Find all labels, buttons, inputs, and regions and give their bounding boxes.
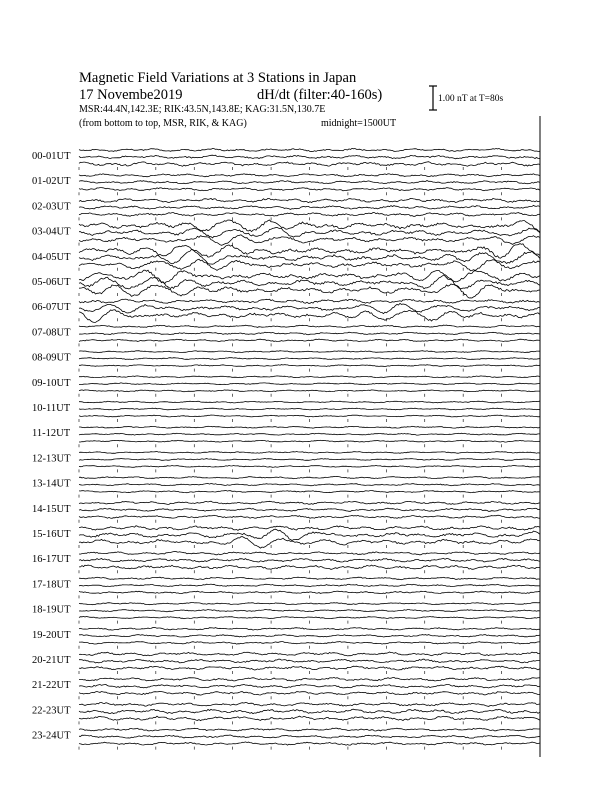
trace-kag <box>79 728 540 731</box>
chart-subtitle: dH/dt (filter:40-160s) <box>257 87 383 103</box>
trace-kag <box>79 501 540 504</box>
trace-kag <box>79 477 540 479</box>
hour-label: 08-09UT <box>32 352 71 364</box>
trace-kag <box>79 426 540 428</box>
trace-rik <box>79 181 540 184</box>
hour-label: 17-18UT <box>32 579 71 591</box>
hour-label: 12-13UT <box>32 453 71 465</box>
hour-label: 04-05UT <box>32 251 71 263</box>
hour-label: 16-17UT <box>32 554 71 566</box>
chart-title: Magnetic Field Variations at 3 Stations in Japan <box>79 70 357 86</box>
hour-label: 11-12UT <box>32 428 71 440</box>
trace-kag <box>79 603 540 605</box>
hour-label: 02-03UT <box>32 201 71 213</box>
hour-row <box>79 501 540 523</box>
hour-label: 13-14UT <box>32 478 71 490</box>
trace-kag <box>79 376 540 378</box>
trace-rik <box>79 558 540 562</box>
hour-label: 15-16UT <box>32 529 71 540</box>
trace-msr <box>79 642 540 645</box>
hour-label: 03-04UT <box>32 226 71 238</box>
trace-rik <box>79 155 540 159</box>
trace-kag <box>79 628 540 631</box>
hour-row <box>79 628 540 649</box>
trace-msr <box>79 691 540 695</box>
trace-kag <box>79 652 540 656</box>
trace-msr <box>79 213 540 217</box>
trace-rik <box>79 529 540 540</box>
hour-row <box>79 728 540 749</box>
trace-msr <box>79 491 540 493</box>
hour-row <box>79 452 540 473</box>
trace-msr <box>79 617 540 619</box>
hour-row <box>79 325 540 346</box>
hour-labels <box>32 151 71 742</box>
trace-rik <box>79 659 540 663</box>
trace-rik <box>79 408 540 410</box>
trace-rik <box>79 433 540 435</box>
hour-row <box>79 677 540 699</box>
trace-msr <box>79 188 540 191</box>
trace-rik <box>79 484 540 486</box>
hour-row <box>79 198 540 220</box>
hour-label: 21-22UT <box>32 680 71 692</box>
hour-row <box>79 244 540 271</box>
hour-row <box>79 174 540 195</box>
trace-msr <box>79 716 540 721</box>
scale-bar <box>429 86 437 110</box>
hour-row <box>79 526 540 548</box>
trace-kag <box>79 552 540 555</box>
midnight-note: midnight=1500UT <box>321 118 397 129</box>
trace-rik <box>79 303 540 313</box>
trace-msr <box>79 465 540 467</box>
trace-rik <box>79 275 540 289</box>
hour-label: 18-19UT <box>32 604 71 616</box>
hour-label: 14-15UT <box>32 503 71 515</box>
trace-rik <box>79 227 540 238</box>
trace-kag <box>79 677 540 681</box>
hour-row <box>79 220 540 246</box>
trace-kag <box>79 577 540 580</box>
trace-kag <box>79 325 540 328</box>
trace-kag <box>79 174 540 177</box>
trace-rik <box>79 332 540 335</box>
trace-msr <box>79 415 540 417</box>
hour-row <box>79 552 540 574</box>
trace-kag <box>79 148 540 151</box>
hour-row <box>79 401 540 422</box>
trace-rik <box>79 584 540 587</box>
trace-rik <box>79 610 540 612</box>
hour-label: 20-21UT <box>32 655 71 666</box>
hour-row <box>79 351 540 372</box>
trace-msr <box>79 440 540 442</box>
trace-rik <box>79 205 540 209</box>
hour-row <box>79 148 540 170</box>
trace-rik <box>79 635 540 637</box>
hour-label: 01-02UT <box>32 176 71 188</box>
hour-label: 19-20UT <box>32 629 71 641</box>
hour-row <box>79 376 540 397</box>
trace-rik <box>79 458 540 460</box>
hour-row <box>79 577 540 598</box>
hour-row <box>79 702 540 724</box>
scale-bar-label: 1.00 nT at T=80s <box>438 94 504 104</box>
hour-label: 23-24UT <box>32 730 71 742</box>
chart-date: 17 Novembe2019 <box>79 87 183 103</box>
trace-kag <box>79 526 540 531</box>
hour-label: 09-10UT <box>32 377 71 389</box>
hour-row <box>79 299 540 322</box>
trace-msr <box>79 390 540 392</box>
trace-rik <box>79 684 540 688</box>
trace-kag <box>79 401 540 403</box>
trace-msr <box>79 591 540 593</box>
hour-row <box>79 426 540 447</box>
hour-label: 05-06UT <box>32 277 71 288</box>
trace-kag <box>79 702 540 706</box>
station-coordinates: MSR:44.4N,142.3E; RIK:43.5N,143.8E; KAG:31.5N,130.7E <box>79 104 326 115</box>
trace-rik <box>79 508 540 511</box>
hour-label: 00-01UT <box>32 151 71 162</box>
trace-rik <box>79 709 540 713</box>
trace-rik <box>79 735 540 738</box>
trace-msr <box>79 162 540 167</box>
trace-msr <box>79 365 540 367</box>
trace-rik <box>79 383 540 385</box>
trace-msr <box>79 565 540 569</box>
trace-msr <box>79 339 540 342</box>
trace-kag <box>79 244 540 259</box>
hour-label: 10-11UT <box>32 403 71 414</box>
hour-row <box>79 652 540 674</box>
trace-kag <box>79 299 540 303</box>
trace-rik <box>79 358 540 360</box>
trace-msr <box>79 515 540 518</box>
trace-kag <box>79 220 540 232</box>
hour-label: 06-07UT <box>32 302 71 314</box>
trace-msr <box>79 666 540 670</box>
trace-kag <box>79 198 540 202</box>
hour-row <box>79 270 540 298</box>
trace-kag <box>79 351 540 353</box>
station-order-note: (from bottom to top, MSR, RIK, & KAG) <box>79 118 247 129</box>
trace-kag <box>79 452 540 454</box>
trace-rows <box>79 116 540 757</box>
hour-label: 22-23UT <box>32 705 71 717</box>
trace-msr <box>79 742 540 745</box>
hour-label: 07-08UT <box>32 327 71 339</box>
hour-row <box>79 477 540 498</box>
hour-row <box>79 603 540 624</box>
